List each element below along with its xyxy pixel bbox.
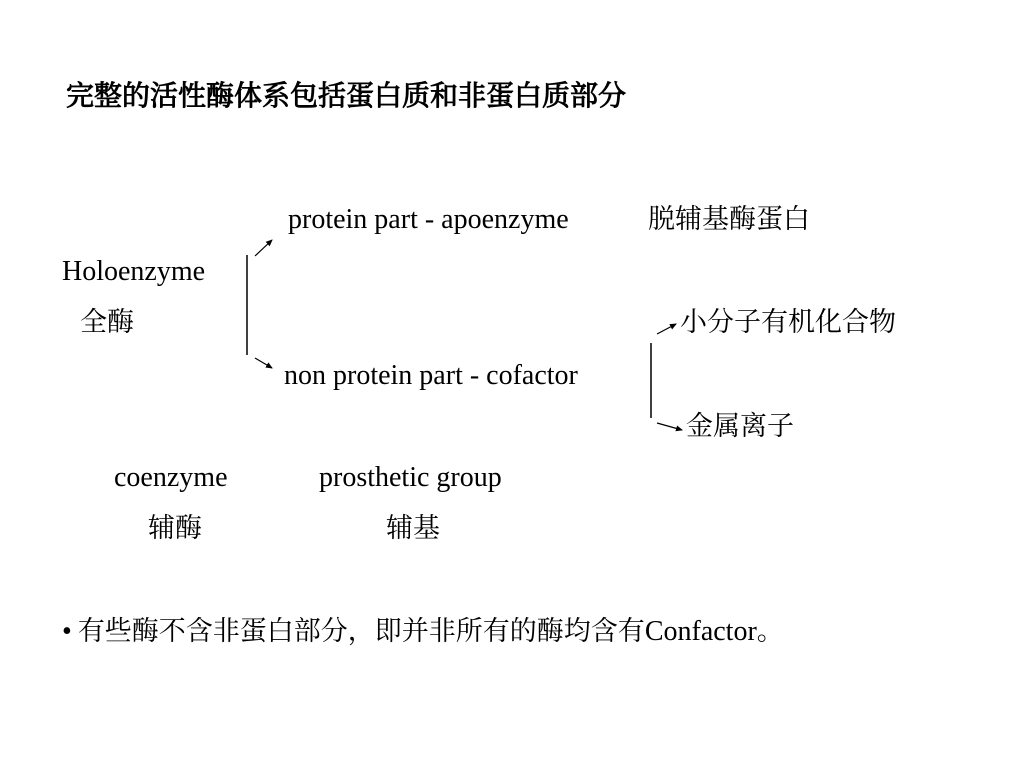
- organic-arrow: [657, 324, 676, 334]
- bullet-text: 有些酶不含非蛋白部分，即并非所有的酶均含有: [77, 616, 645, 647]
- protein-part-label: protein part - apoenzyme: [288, 204, 569, 235]
- holoenzyme-chinese: 全酶: [80, 307, 134, 338]
- holoenzyme-label: Holoenzyme: [62, 256, 206, 287]
- non-protein-arrow: [255, 358, 272, 368]
- protein-part-chinese: 脱辅基酶蛋白: [648, 204, 810, 235]
- slide-title: 完整的活性酶体系包括蛋白质和非蛋白质部分: [66, 79, 627, 112]
- metal-arrow: [657, 423, 682, 430]
- bullet-period: 。: [756, 616, 784, 647]
- prosthetic-group-label: prosthetic group: [319, 462, 502, 493]
- coenzyme-chinese: 辅酶: [148, 513, 202, 544]
- bullet-term: Confactor: [644, 616, 757, 647]
- organic-molecule-label: 小分子有机化合物: [680, 307, 896, 338]
- prosthetic-group-chinese: 辅基: [386, 513, 440, 544]
- bullet-icon: •: [62, 616, 72, 647]
- non-protein-part-label: non protein part - cofactor: [284, 360, 578, 391]
- protein-arrow: [255, 240, 272, 256]
- coenzyme-label: coenzyme: [114, 462, 228, 493]
- metal-ion-label: 金属离子: [686, 411, 794, 442]
